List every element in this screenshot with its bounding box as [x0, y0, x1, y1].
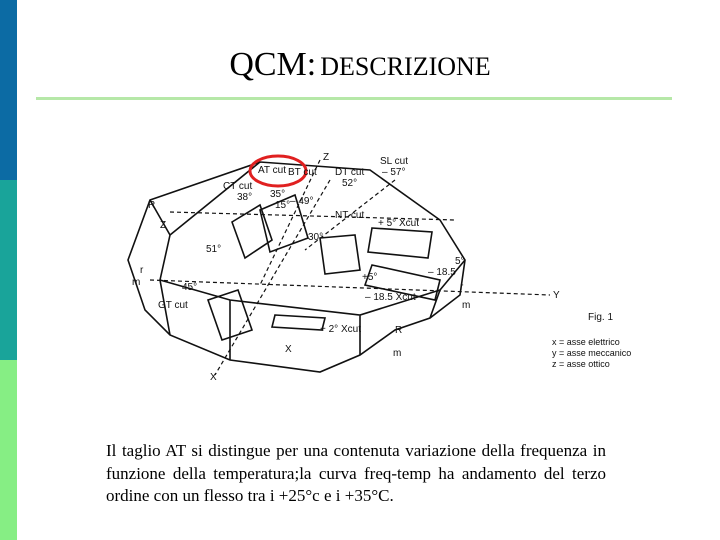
crystal-face-lines — [150, 162, 465, 360]
crystal-outline — [128, 162, 465, 372]
label-plus5: +5° — [362, 272, 378, 283]
label-dt-angle: 52° — [342, 178, 358, 189]
label-plus5-xcut: + 5° Xcut — [378, 218, 419, 229]
label-five: 5° — [455, 256, 465, 267]
x-axis-line — [215, 180, 330, 375]
label-gt-cut: GT cut — [158, 300, 188, 311]
label-bt-cut: BT cut — [288, 167, 317, 178]
label-plus2-xcut: + 2° Xcut — [320, 324, 361, 335]
label-ht-angle: 15° — [275, 200, 291, 211]
label-at-angle: 35° — [270, 189, 286, 200]
label-at-cut: AT cut — [258, 165, 286, 176]
title-main: QCM: — [229, 46, 317, 83]
legend-z: z = asse ottico — [552, 359, 610, 369]
label-z-top: Z — [323, 152, 330, 163]
label-m-left: m — [132, 277, 141, 288]
plate-xcut-lower — [272, 315, 325, 330]
plate-nt-cut — [320, 235, 360, 274]
label-ct-angle: 38° — [237, 192, 253, 203]
label-r-upper: R — [148, 200, 156, 211]
title-underline — [36, 97, 672, 100]
label-nt-cut: NT cut — [335, 210, 365, 221]
label-x-mid: X — [285, 344, 292, 355]
label-minus185: – 18.5 — [428, 267, 456, 278]
legend-y: y = asse meccanico — [552, 348, 632, 358]
label-m-right: m — [462, 300, 471, 311]
label-angle-30: 30° — [308, 232, 324, 243]
label-ct-cut: CT cut — [223, 181, 253, 192]
y-axis-line — [150, 280, 550, 295]
sidebar-stripe-green — [0, 360, 17, 540]
z-axis-line — [260, 160, 320, 285]
title-sub: DESCRIZIONE — [320, 52, 491, 81]
sidebar-stripe-teal — [0, 180, 17, 360]
label-z-left: Z — [160, 220, 167, 231]
label-minus185-xcut: – 18.5 Xcut — [365, 292, 416, 303]
plate-ct-cut — [232, 205, 272, 258]
slide-title — [0, 46, 720, 84]
label-m-bottom: m — [393, 348, 402, 359]
label-fig: Fig. 1 — [588, 312, 614, 323]
legend-x: x = asse elettrico — [552, 337, 620, 347]
label-dt-cut: DT cut — [335, 167, 365, 178]
sidebar-stripe-blue — [0, 0, 17, 180]
label-sl-angle: – 57° — [382, 167, 406, 178]
label-r-lower: R — [395, 325, 403, 336]
label-x-bottom: X — [210, 372, 217, 383]
label-sl-cut: SL cut — [380, 156, 408, 167]
label-r-small-right: r — [460, 282, 464, 293]
label-r-small-left: r — [140, 265, 144, 276]
label-bt-angle: – 49° — [290, 196, 314, 207]
label-angle-45: 45° — [182, 282, 198, 293]
quartz-crystal-cuts-figure — [110, 140, 650, 390]
label-y-axis: Y — [553, 290, 560, 301]
plate-xcut-upper — [368, 228, 432, 258]
label-angle-51: 51° — [206, 244, 222, 255]
slide-caption: Il taglio AT si distingue per una contenuta variazione della frequenza in funzione della temperatura;la curva freq-temp ha andamento del terzo ordine con un flesso tra i +25°c e i +35°C. — [106, 441, 606, 505]
